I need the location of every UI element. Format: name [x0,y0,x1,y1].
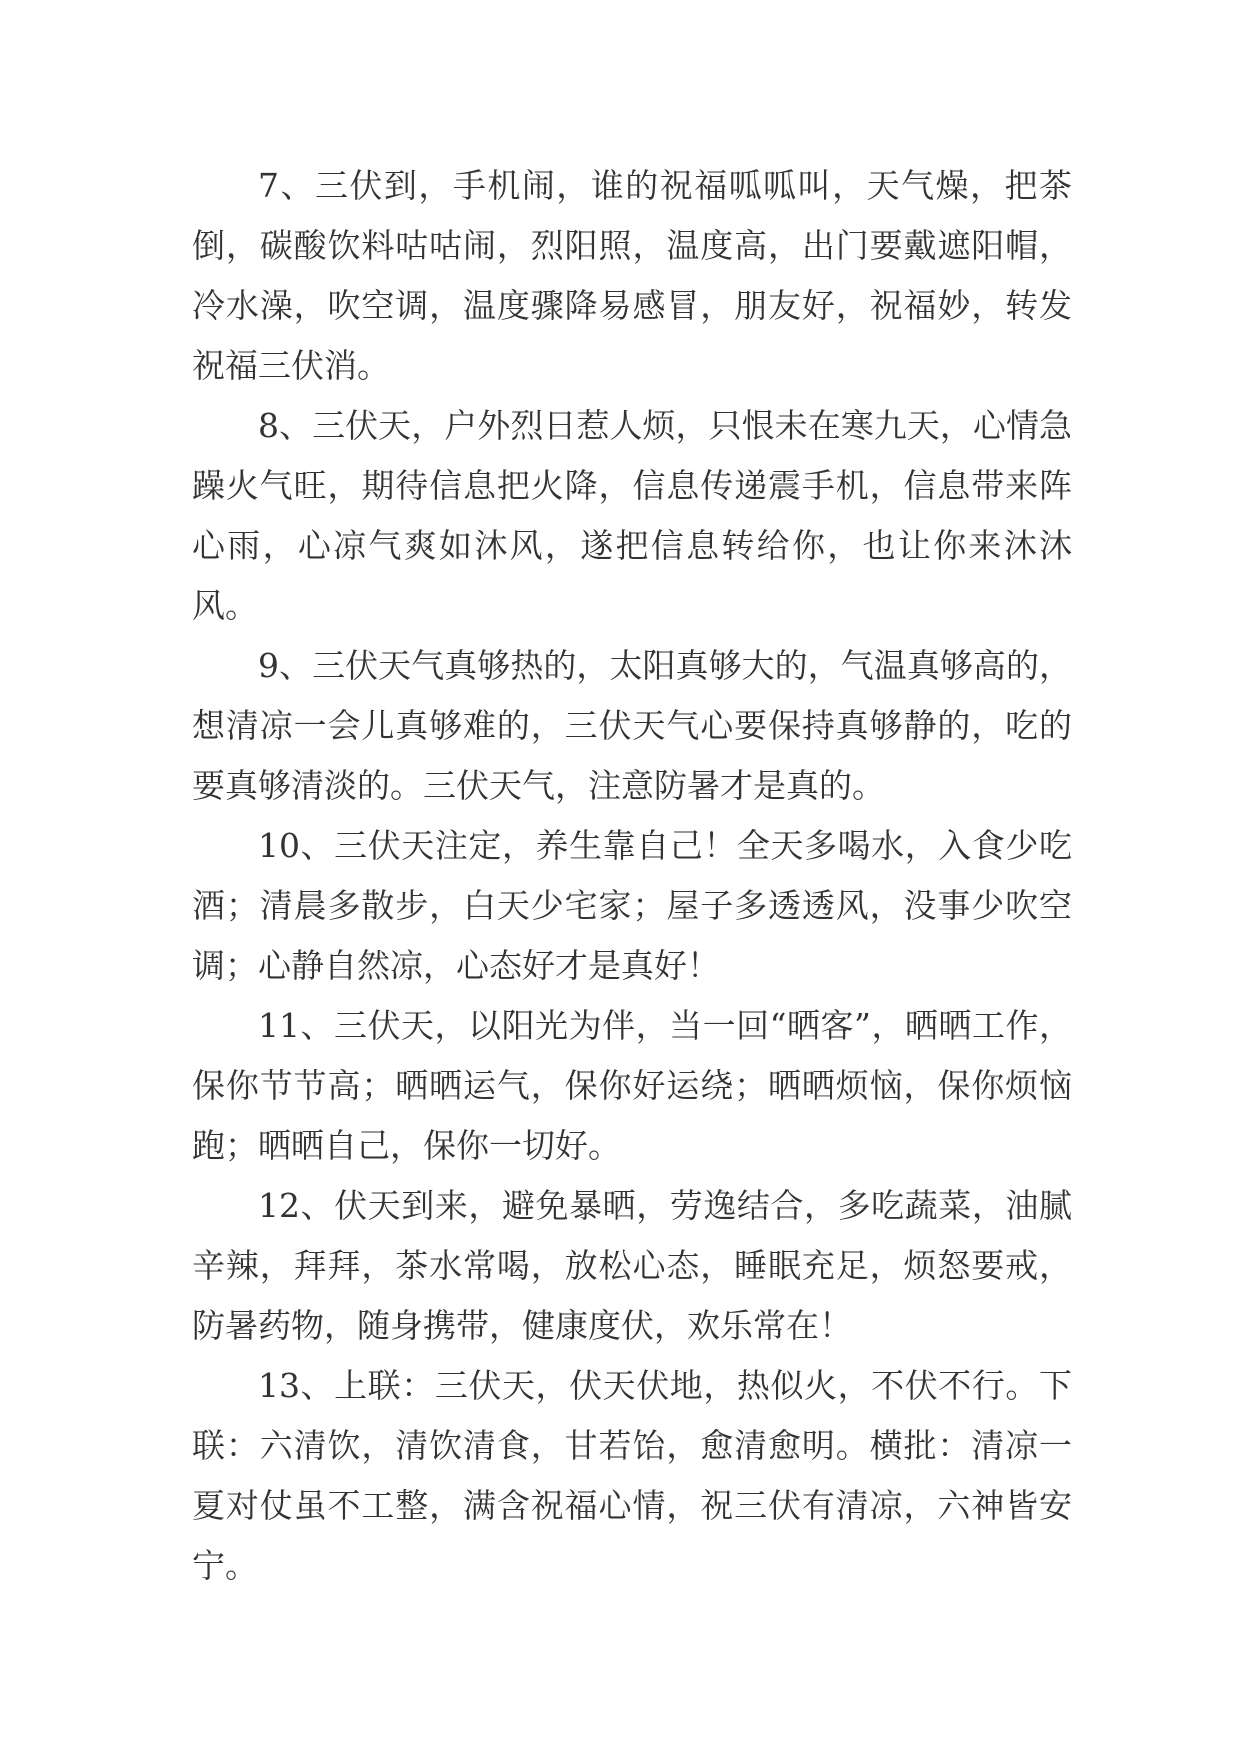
document-body [192,156,1072,1596]
paragraph-9: 9、三伏天气真够热的，太阳真够大的，气温真够高的，想清凉一会儿真够难的，三伏天气心要保持真够静的，吃的要真够清淡的。三伏天气，注意防暑才是真的。 [192,646,1072,805]
paragraph-8: 8、三伏天，户外烈日惹人烦，只恨未在寒九天，心情急躁火气旺，期待信息把火降，信息传递震手机，信息带来阵心雨，心凉气爽如沐风，遂把信息转给你，也让你来沐沐风。 [192,406,1072,625]
paragraph-11: 11、三伏天，以阳光为伴，当一回“晒客”，晒晒工作，保你节节高；晒晒运气，保你好运绕；晒晒烦恼，保你烦恼跑；晒晒自己，保你一切好。 [192,1006,1072,1165]
paragraph-12: 12、伏天到来，避免暴晒，劳逸结合，多吃蔬菜，油腻辛辣，拜拜，茶水常喝，放松心态，睡眠充足，烦怒要戒，防暑药物，随身携带，健康度伏，欢乐常在！ [192,1186,1072,1345]
paragraph-10: 10、三伏天注定，养生靠自己！全天多喝水，入食少吃酒；清晨多散步，白天少宅家；屋子多透透风，没事少吹空调；心静自然凉，心态好才是真好！ [192,826,1072,985]
paragraph-13: 13、上联：三伏天，伏天伏地，热似火，不伏不行。下联：六清饮，清饮清食，甘若饴，愈清愈明。横批：清凉一夏对仗虽不工整，满含祝福心情，祝三伏有清凉，六神皆安宁。 [192,1366,1072,1585]
paragraph-7: 7、三伏到，手机闹，谁的祝福呱呱叫，天气燥，把茶倒，碳酸饮料咕咕闹，烈阳照，温度高，出门要戴遮阳帽，冷水澡，吹空调，温度骤降易感冒，朋友好，祝福妙，转发祝福三伏消。 [192,166,1072,385]
